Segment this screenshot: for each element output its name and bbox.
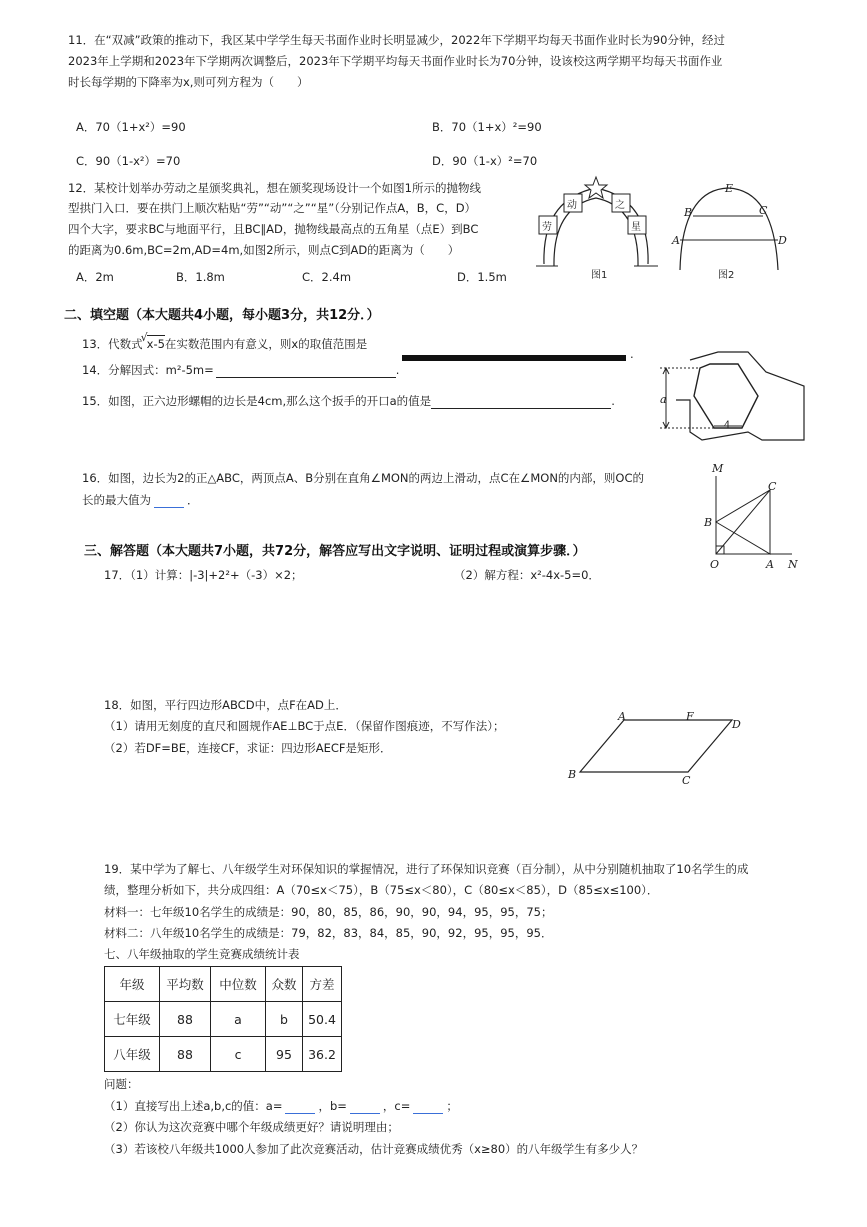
fig16-point-o: O xyxy=(710,558,720,571)
q14-prefix: 14．分解因式：m²-5m= xyxy=(82,363,214,377)
score-stats-table xyxy=(104,966,342,1072)
q12-line3: 四个大字，要求BC与地面平行，且BC∥AD，抛物线最高点的五角星（点E）到BC xyxy=(68,222,479,236)
q11-option-d: D．90（1-x）²=70 xyxy=(432,154,538,168)
q12-line2: 型拱门入口．要在拱门上顺次粘贴“劳”“动”“之”“星”（分别记作点A，B，C，D） xyxy=(68,201,477,215)
q13-answer-bar[interactable] xyxy=(402,355,626,361)
q19-sub1-b: ，b= xyxy=(318,1099,347,1113)
fig18-point-d: D xyxy=(732,718,741,731)
q13-end: . xyxy=(630,347,634,361)
q16-line2 xyxy=(82,492,199,508)
fig18-point-c: C xyxy=(682,774,691,786)
q14-answer-blank[interactable] xyxy=(216,377,396,378)
q15-text: 15．如图，正六边形螺帽的边长是4cm,那么这个扳手的开口a的值是 xyxy=(82,394,432,408)
q15-line xyxy=(82,393,615,409)
q12-option-b: B．1.8m xyxy=(176,270,225,284)
fig2-point-b: B xyxy=(684,206,693,219)
q11-option-c: C．90（1-x²）=70 xyxy=(76,154,181,168)
q19-material1: 材料一：七年级10名学生的成绩是：90，80，85，86，90，90，94，95，95，75； xyxy=(104,905,553,919)
fig1-char-xing: 星 xyxy=(631,222,641,233)
q19-material2: 材料二：八年级10名学生的成绩是：79，82，83，84，85，90，92，95，95，95． xyxy=(104,926,553,940)
answer-a-blank[interactable] xyxy=(285,1113,315,1114)
q12-line1: 12．某校计划举办劳动之星颁奖典礼，想在颁奖现场设计一个如图1所示的抛物线 xyxy=(68,181,481,195)
fig2-point-e: E xyxy=(725,182,734,195)
fig18-point-b: B xyxy=(568,768,577,781)
q19-sub1 xyxy=(104,1098,458,1114)
table-header: 方差 xyxy=(303,967,342,1002)
table-cell: 50.4 xyxy=(303,1002,342,1037)
q19-sub1-end: ； xyxy=(446,1099,458,1113)
table-row xyxy=(105,1037,342,1072)
q15-end: . xyxy=(611,394,615,408)
q18-line1: 18．如图，平行四边形ABCD中，点F在AD上． xyxy=(104,698,347,712)
wrench-figure xyxy=(656,348,810,446)
star-icon xyxy=(585,177,607,198)
q16-end: ． xyxy=(187,493,199,507)
fig2-point-c: C xyxy=(759,204,768,217)
fig16-point-b: B xyxy=(704,516,713,529)
q13-line xyxy=(82,331,368,352)
q15-answer-blank[interactable] xyxy=(431,408,611,409)
fig1-char-dong: 动 xyxy=(567,200,577,211)
wrench-label-4: 4 xyxy=(724,420,731,431)
arch-figure-1 xyxy=(536,174,666,284)
q16-answer-blank[interactable] xyxy=(154,507,184,508)
section3-title: 三、解答题（本大题共7小题，共72分，解答应写出文字说明、证明过程或演算步骤．） xyxy=(84,544,586,559)
q19-sub1-prefix: （1）直接写出上述a,b,c的值：a= xyxy=(104,1099,283,1113)
q13-prefix: 13．代数式 xyxy=(82,337,143,351)
q12-line4: 的距离为0.6m,BC=2m,AD=4m,如图2所示，则点C到AD的距离为（ ） xyxy=(68,243,460,257)
table-header: 年级 xyxy=(105,967,160,1002)
parabola-figure-2 xyxy=(668,180,793,285)
section2-title: 二、填空题（本大题共4小题，每小题3分，共12分．） xyxy=(64,308,380,323)
table-header: 众数 xyxy=(266,967,303,1002)
q14-end: . xyxy=(395,363,400,377)
parallelogram-figure xyxy=(562,706,752,786)
sqrt-icon: √ xyxy=(140,331,148,344)
fig18-point-a: A xyxy=(618,710,626,723)
q13-suffix: 在实数范围内有意义，则x的取值范围是 xyxy=(164,337,368,351)
q19-table-title: 七、八年级抽取的学生竞赛成绩统计表 xyxy=(104,947,300,961)
q18-line2: （1）请用无刻度的直尺和圆规作AE⊥BC于点E．（保留作图痕迹，不写作法）； xyxy=(104,719,505,733)
fig2-point-a: A xyxy=(672,234,680,247)
table-cell: c xyxy=(211,1037,266,1072)
q11-line2: 2023年上学期和2023年下学期两次调整后，2023年下学期平均每天书面作业时长为70分钟，设该校这两学期平均每天书面作业 xyxy=(68,54,723,68)
q12-option-a: A．2m xyxy=(76,270,114,284)
table-cell: a xyxy=(211,1002,266,1037)
fig16-point-a: A xyxy=(766,558,774,571)
q11-line1: 11．在“双减”政策的推动下，我区某中学学生每天书面作业时长明显减少，2022年下学期平均每天书面作业时长为90分钟，经过 xyxy=(68,33,725,47)
q19-sub1-c: ，c= xyxy=(382,1099,411,1113)
table-cell: b xyxy=(266,1002,303,1037)
q12-option-d: D．1.5m xyxy=(457,270,507,284)
fig2-label: 图2 xyxy=(718,270,735,281)
q19-line2: 绩，整理分析如下，共分成四组：A（70≤x＜75），B（75≤x＜80），C（80≤x＜85），D（85≤x≤100）． xyxy=(104,883,659,897)
table-header: 平均数 xyxy=(160,967,211,1002)
q13-radicand: x-5 xyxy=(146,337,165,351)
fig16-point-n: N xyxy=(788,558,798,571)
q16-line1: 16．如图，边长为2的正△ABC，两顶点A、B分别在直角∠MON的两边上滑动，点C在∠MON的内部，则OC的 xyxy=(82,471,645,485)
q16-line2-text: 长的最大值为 xyxy=(82,493,151,507)
q14-line xyxy=(82,362,399,378)
sqrt-expression xyxy=(140,331,165,351)
table-cell: 七年级 xyxy=(105,1002,160,1037)
fig1-char-zhi: 之 xyxy=(615,200,625,211)
table-row xyxy=(105,1002,342,1037)
table-header: 中位数 xyxy=(211,967,266,1002)
q17-part1: 17．（1）计算：|-3|+2²+（-3）×2； xyxy=(104,568,303,582)
table-cell: 88 xyxy=(160,1037,211,1072)
table-cell: 八年级 xyxy=(105,1037,160,1072)
table-cell: 36.2 xyxy=(303,1037,342,1072)
answer-b-blank[interactable] xyxy=(350,1113,380,1114)
fig18-point-f: F xyxy=(686,710,694,723)
q17-part2: （2）解方程：x²-4x-5=0． xyxy=(454,568,600,582)
fig2-point-d: D xyxy=(778,234,787,247)
q19-questions-label: 问题： xyxy=(104,1077,139,1091)
q11-option-a: A．70（1+x²）=90 xyxy=(76,120,186,134)
q19-sub3: （3）若该校八年级共1000人参加了此次竞赛活动，估计竞赛成绩优秀（x≥80）的八年级学生有多少人？ xyxy=(104,1142,644,1156)
table-cell: 88 xyxy=(160,1002,211,1037)
table-cell: 95 xyxy=(266,1037,303,1072)
q11-line3: 时长每学期的下降率为x,则可列方程为（ ） xyxy=(68,75,309,89)
fig1-char-lao: 劳 xyxy=(542,222,552,233)
wrench-label-a: a xyxy=(660,393,667,406)
answer-c-blank[interactable] xyxy=(413,1113,443,1114)
q11-option-b: B．70（1+x）²=90 xyxy=(432,120,542,134)
right-angle-figure xyxy=(700,462,804,572)
table-header-row xyxy=(105,967,342,1002)
fig1-label: 图1 xyxy=(591,270,608,281)
q18-line3: （2）若DF=BE，连接CF，求证：四边形AECF是矩形． xyxy=(104,741,392,755)
q12-option-c: C．2.4m xyxy=(302,270,352,284)
fig16-point-c: C xyxy=(768,480,777,493)
q19-sub2: （2）你认为这次竞赛中哪个年级成绩更好？请说明理由； xyxy=(104,1120,399,1134)
q19-line1: 19．某中学为了解七、八年级学生对环保知识的掌握情况，进行了环保知识竞赛（百分制），从中分别随机抽取了10名学生的成 xyxy=(104,862,749,876)
fig16-point-m: M xyxy=(712,462,724,475)
